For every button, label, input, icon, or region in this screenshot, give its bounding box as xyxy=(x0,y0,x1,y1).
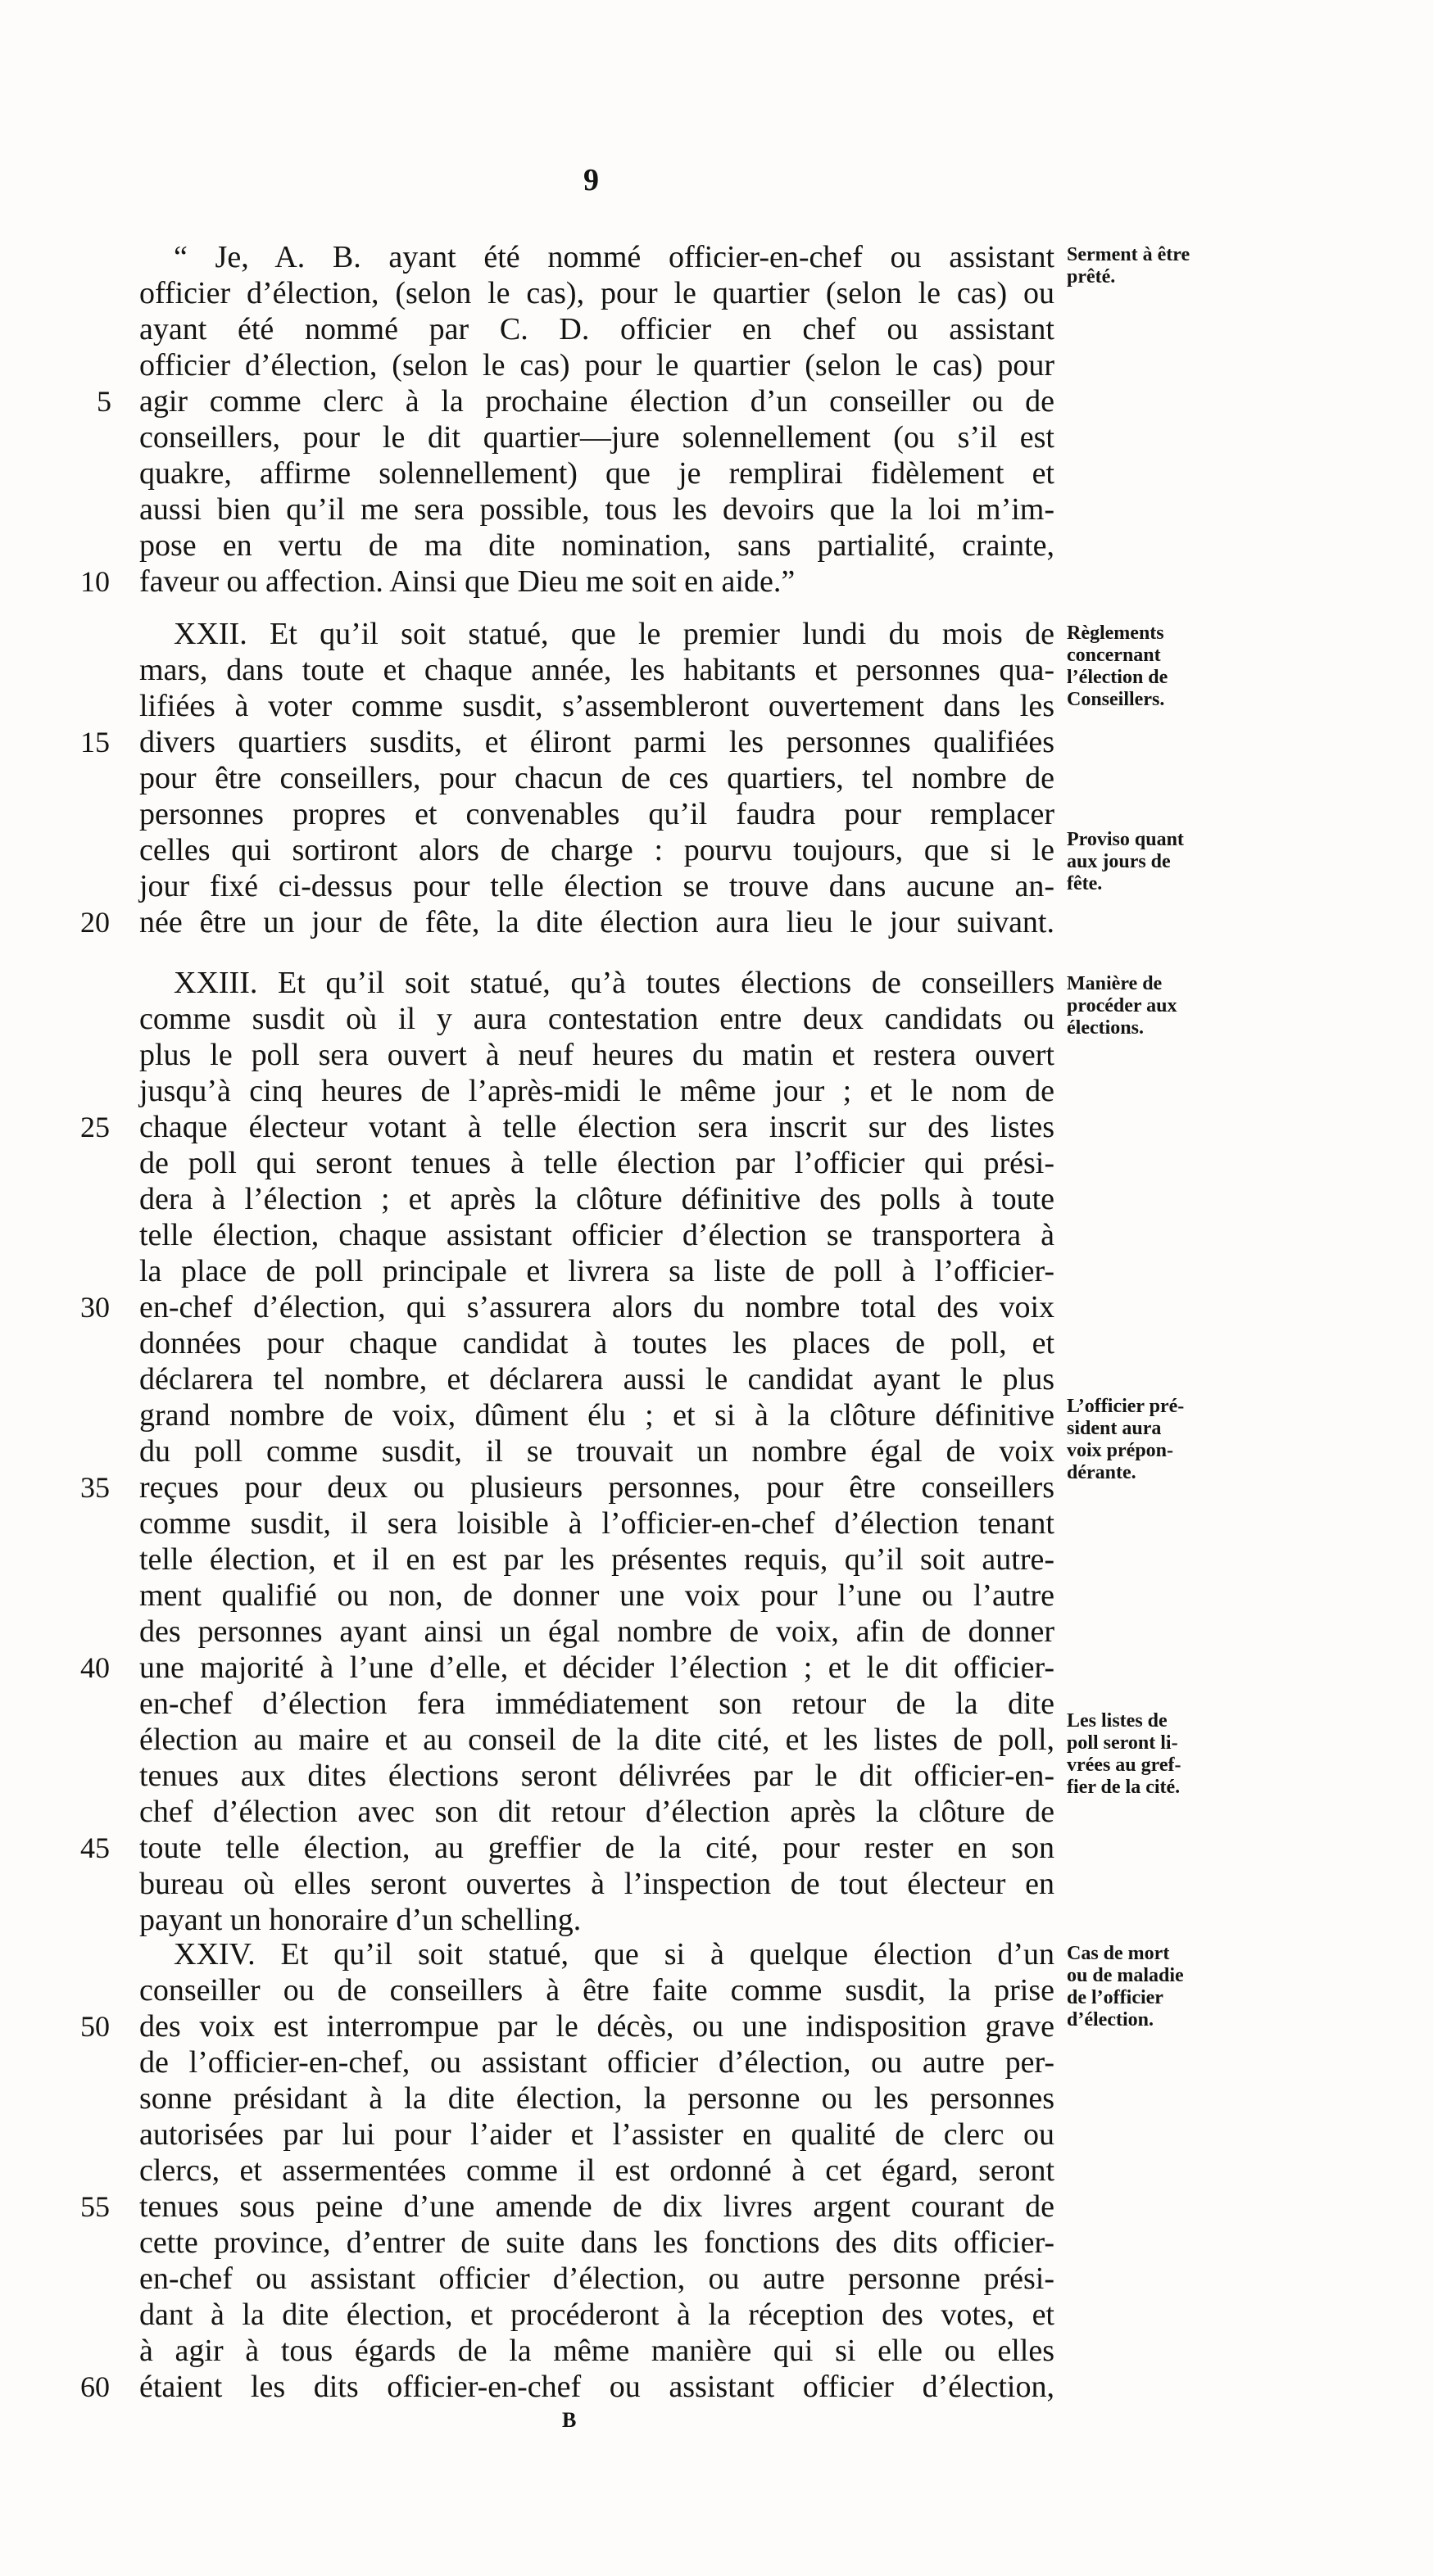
text-line: conseillers, pour le dit quartier—jure solennellement (ou s’il est xyxy=(139,420,1054,455)
text-line: dera à l’élection ; et après la clôture définitive des polls à toute xyxy=(139,1182,1054,1216)
margin-note-line: procéder aux xyxy=(1067,995,1177,1016)
line-number: 20 xyxy=(80,906,110,939)
margin-note-serment xyxy=(1067,244,1190,288)
text-line: sonne présidant à la dite élection, la personne ou les personnes xyxy=(139,2081,1054,2116)
text-line: mars, dans toute et chaque année, les habitants et personnes qua- xyxy=(139,653,1054,687)
text-line: en-chef d’élection fera immédiatement son retour de la dite xyxy=(139,1686,1054,1721)
text-line: quakre, affirme solennellement) que je remplirai fidèlement et xyxy=(139,456,1054,491)
margin-note-line: de l’officier xyxy=(1067,1987,1163,2008)
text-line: étaient les dits officier-en-chef ou assistant officier d’élection, xyxy=(139,2370,1054,2404)
margin-note-officier xyxy=(1067,1396,1184,1484)
margin-note-line: d’élection. xyxy=(1067,2009,1154,2030)
text-line: agir comme clerc à la prochaine élection d’un conseiller ou de xyxy=(139,384,1054,419)
page-number: 9 xyxy=(583,163,599,197)
line-number: 60 xyxy=(80,2370,110,2403)
margin-note-maniere xyxy=(1067,973,1177,1039)
text-line: grand nombre de voix, dûment élu ; et si à la clôture définitive xyxy=(139,1398,1054,1433)
margin-note-line: Proviso quant xyxy=(1067,829,1184,850)
text-line: tenues aux dites élections seront délivrées par le dit officier-en- xyxy=(139,1759,1054,1793)
text-line: dant à la dite élection, et procéderont à la réception des votes, et xyxy=(139,2298,1054,2332)
margin-note-cas-de-mort xyxy=(1067,1943,1184,2031)
text-line: telle élection, et il en est par les présentes requis, qu’il soit autre- xyxy=(139,1542,1054,1577)
line-number: 55 xyxy=(80,2190,110,2223)
margin-note-line: poll seront li- xyxy=(1067,1732,1178,1754)
text-line: “ Je, A. B. ayant été nommé officier-en-chef ou assistant xyxy=(174,240,1054,274)
text-line: toute telle élection, au greffier de la cité, pour rester en son xyxy=(139,1831,1054,1865)
text-line: ment qualifié ou non, de donner une voix pour l’une ou l’autre xyxy=(139,1578,1054,1613)
text-line: XXIII. Et qu’il soit statué, qu’à toutes élections de conseillers xyxy=(174,966,1054,1000)
line-number: 45 xyxy=(80,1831,110,1864)
margin-note-line: fête. xyxy=(1067,873,1103,894)
margin-note-line: Serment à être xyxy=(1067,244,1190,265)
text-line: aussi bien qu’il me sera possible, tous les devoirs que la loi m’im- xyxy=(139,492,1054,527)
text-line: clercs, et assermentées comme il est ordonné à cet égard, seront xyxy=(139,2153,1054,2188)
text-line: comme susdit, il sera loisible à l’officier-en-chef d’élection tenant xyxy=(139,1506,1054,1541)
text-line: née être un jour de fête, la dite élection aura lieu le jour suivant. xyxy=(139,905,1054,939)
text-line: du poll comme susdit, il se trouvait un nombre égal de voix xyxy=(139,1434,1054,1469)
margin-note-line: L’officier pré- xyxy=(1067,1396,1185,1417)
line-number: 30 xyxy=(80,1291,110,1324)
margin-note-line: Manière de xyxy=(1067,973,1163,994)
text-line: personnes propres et convenables qu’il faudra pour remplacer xyxy=(139,797,1054,831)
text-line: jour fixé ci-dessus pour telle élection se trouve dans aucune an- xyxy=(139,869,1054,903)
text-line: des personnes ayant ainsi un égal nombre de voix, afin de donner xyxy=(139,1614,1054,1649)
text-line: pour être conseillers, pour chacun de ces quartiers, tel nombre de xyxy=(139,761,1054,795)
margin-note-line: Cas de mort xyxy=(1067,1943,1170,1964)
text-line: telle élection, chaque assistant officier d’élection se transportera à xyxy=(139,1218,1054,1252)
text-line: bureau où elles seront ouvertes à l’inspection de tout électeur en xyxy=(139,1867,1054,1901)
text-line: reçues pour deux ou plusieurs personnes, pour être conseillers xyxy=(139,1470,1054,1505)
margin-note-line: Les listes de xyxy=(1067,1710,1168,1732)
margin-note-line: dérante. xyxy=(1067,1462,1136,1483)
text-line: pose en vertu de ma dite nomination, sans partialité, crainte, xyxy=(139,528,1054,563)
line-number: 50 xyxy=(80,2010,110,2043)
line-number: 25 xyxy=(80,1111,110,1143)
text-line: celles qui sortiront alors de charge : pourvu toujours, que si le xyxy=(139,833,1054,867)
line-number: 5 xyxy=(97,385,111,418)
margin-note-line: sident aura xyxy=(1067,1418,1162,1439)
text-line: données pour chaque candidat à toutes les places de poll, et xyxy=(139,1326,1054,1360)
line-number: 35 xyxy=(80,1471,110,1504)
text-line: élection au maire et au conseil de la dite cité, et les listes de poll, xyxy=(139,1723,1054,1757)
text-line: chaque électeur votant à telle élection sera inscrit sur des listes xyxy=(139,1110,1054,1144)
margin-note-line: Règlements xyxy=(1067,622,1164,644)
text-line: payant un honoraire d’un schelling. xyxy=(139,1903,582,1937)
line-number: 40 xyxy=(80,1651,110,1684)
text-line: à agir à tous égards de la même manière qui si elle ou elles xyxy=(139,2334,1054,2368)
margin-note-line: vrées au gref- xyxy=(1067,1754,1181,1776)
margin-note-line: fier de la cité. xyxy=(1067,1777,1181,1798)
text-line: lifiées à voter comme susdit, s’assembleront ouvertement dans les xyxy=(139,689,1054,723)
margin-note-proviso xyxy=(1067,829,1184,895)
text-line: faveur ou affection. Ainsi que Dieu me soit en aide.” xyxy=(139,564,796,599)
text-line: conseiller ou de conseillers à être faite comme susdit, la prise xyxy=(139,1973,1054,2008)
margin-note-line: voix prépon- xyxy=(1067,1440,1174,1461)
margin-note-line: élections. xyxy=(1067,1017,1144,1039)
margin-note-line: aux jours de xyxy=(1067,851,1171,872)
line-number: 15 xyxy=(80,726,110,758)
text-line: officier d’élection, (selon le cas) pour le quartier (selon le cas) pour xyxy=(139,348,1054,383)
text-line: des voix est interrompue par le décès, ou une indisposition grave xyxy=(139,2009,1054,2044)
line-number: 10 xyxy=(80,565,110,598)
text-line: déclarera tel nombre, et déclarera aussi le candidat ayant le plus xyxy=(139,1362,1054,1397)
margin-note-reglements xyxy=(1067,622,1168,711)
margin-note-listes xyxy=(1067,1710,1181,1799)
text-line: tenues sous peine d’une amende de dix livres argent courant de xyxy=(139,2189,1054,2224)
margin-note-line: ou de maladie xyxy=(1067,1965,1184,1986)
text-line: XXIV. Et qu’il soit statué, que si à quelque élection d’un xyxy=(174,1937,1054,1972)
margin-note-line: prêté. xyxy=(1067,266,1116,287)
text-line: de l’officier-en-chef, ou assistant officier d’élection, ou autre per- xyxy=(139,2045,1054,2080)
text-line: une majorité à l’une d’elle, et décider l’élection ; et le dit officier- xyxy=(139,1650,1054,1685)
text-line: la place de poll principale et livrera sa liste de poll à l’officier- xyxy=(139,1254,1054,1288)
text-line: chef d’élection avec son dit retour d’élection après la clôture de xyxy=(139,1795,1054,1829)
text-line: comme susdit où il y aura contestation entre deux candidats ou xyxy=(139,1002,1054,1036)
text-line: de poll qui seront tenues à telle élection par l’officier qui prési- xyxy=(139,1146,1054,1180)
text-line: en-chef d’élection, qui s’assurera alors du nombre total des voix xyxy=(139,1290,1054,1324)
text-line: cette province, d’entrer de suite dans les fonctions des dits officier- xyxy=(139,2225,1054,2260)
text-line: ayant été nommé par C. D. officier en chef ou assistant xyxy=(139,312,1054,346)
text-line: jusqu’à cinq heures de l’après-midi le même jour ; et le nom de xyxy=(139,1074,1054,1108)
margin-note-line: concernant xyxy=(1067,645,1161,666)
text-line: en-chef ou assistant officier d’élection, ou autre personne prési- xyxy=(139,2261,1054,2296)
signature-mark: B xyxy=(562,2408,577,2432)
margin-note-line: Conseillers. xyxy=(1067,689,1165,710)
text-line: XXII. Et qu’il soit statué, que le premier lundi du mois de xyxy=(174,617,1054,651)
text-line: autorisées par lui pour l’aider et l’assister en qualité de clerc ou xyxy=(139,2117,1054,2152)
margin-note-line: l’élection de xyxy=(1067,667,1168,688)
text-line: divers quartiers susdits, et éliront parmi les personnes qualifiées xyxy=(139,725,1054,759)
text-line: plus le poll sera ouvert à neuf heures du matin et restera ouvert xyxy=(139,1038,1054,1072)
text-line: officier d’élection, (selon le cas), pour le quartier (selon le cas) ou xyxy=(139,276,1054,310)
